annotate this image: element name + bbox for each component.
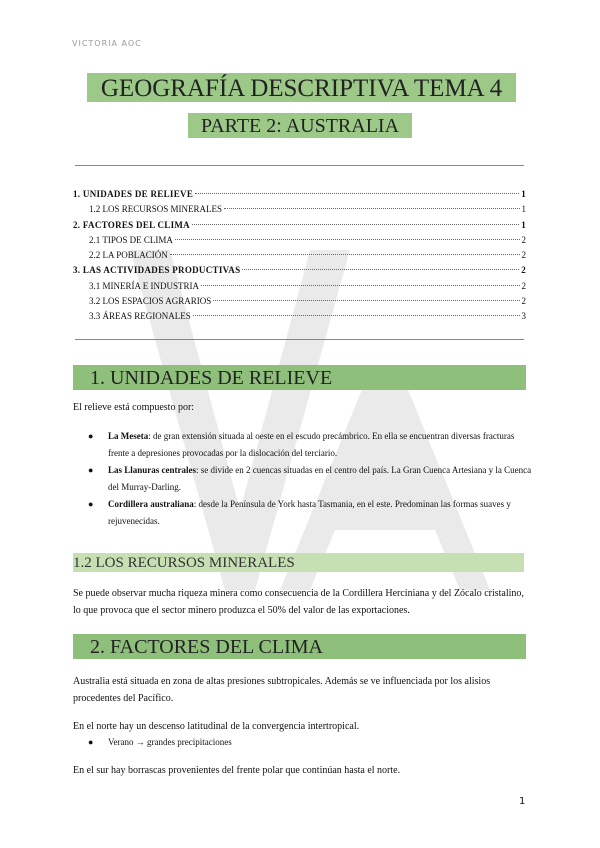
table-of-contents <box>73 187 526 325</box>
section-heading-recursos: 1.2 LOS RECURSOS MINERALES <box>73 553 524 572</box>
toc-entry[interactable]: 2. FACTORES DEL CLIMA 1 <box>73 219 526 230</box>
divider <box>75 339 524 340</box>
list-item: ● La Meseta: de gran extensión situada al oeste en el escudo precámbrico. En ella se encuentran diversas fracturas frente a depresiones provocadas por la dislocación del terciario. <box>88 431 515 458</box>
author-watermark: VICTORIA AOC <box>72 39 142 48</box>
toc-entry[interactable]: 3.1 MINERÍA E INDUSTRIA 2 <box>89 280 526 291</box>
list-item: ● Verano → grandes precipitaciones <box>88 737 232 747</box>
paragraph: En el norte hay un descenso latitudinal de la convergencia intertropical. <box>73 721 360 732</box>
paragraph: En el sur hay borrascas provenientes del frente polar que continúan hasta el norte. <box>73 765 401 776</box>
divider <box>75 165 524 166</box>
document-title: GEOGRAFÍA DESCRIPTIVA TEMA 4 <box>87 73 516 102</box>
toc-entry[interactable]: 3. LAS ACTIVIDADES PRODUCTIVAS 2 <box>73 265 526 276</box>
section-heading-relieve: 1. UNIDADES DE RELIEVE <box>73 365 526 390</box>
toc-entry[interactable]: 3.2 LOS ESPACIOS AGRARIOS 2 <box>89 296 526 307</box>
paragraph: Australia está situada en zona de altas presiones subtropicales. Además se ve influenciada por los alisios procedentes del Pacífico. <box>73 676 491 704</box>
toc-entry[interactable]: 3.3 ÁREAS REGIONALES 3 <box>89 311 526 322</box>
relieve-bullet-list <box>88 428 533 530</box>
paragraph: El relieve está compuesto por: <box>73 402 195 413</box>
list-item: ● Cordillera australiana: desde la Península de York hasta Tasmania, en el este. Predominan las formas suaves y rejuvenecidas. <box>88 499 511 526</box>
toc-entry[interactable]: 2.1 TIPOS DE CLIMA 2 <box>89 234 526 245</box>
paragraph: Se puede observar mucha riqueza minera como consecuencia de la Cordillera Herciniana y del Zócalo cristalino, lo que provoca que el sector minero produzca el 50% del valor de las exportaciones. <box>73 588 524 616</box>
toc-entry[interactable]: 1.2 LOS RECURSOS MINERALES 1 <box>89 204 526 215</box>
toc-entry[interactable]: 2.2 LA POBLACIÓN 2 <box>89 250 526 261</box>
toc-entry[interactable]: 1. UNIDADES DE RELIEVE 1 <box>73 189 526 199</box>
clima-bullet-list <box>88 734 533 751</box>
list-item: ● Las Llanuras centrales: se divide en 2 cuencas situadas en el centro del país. La Gran Cuenca Artesiana y la Cuenca del Murray-Darling. <box>88 465 532 492</box>
document-subtitle: PARTE 2: AUSTRALIA <box>188 113 412 138</box>
section-heading-clima: 2. FACTORES DEL CLIMA <box>73 634 526 659</box>
page-number: 1 <box>519 796 526 807</box>
